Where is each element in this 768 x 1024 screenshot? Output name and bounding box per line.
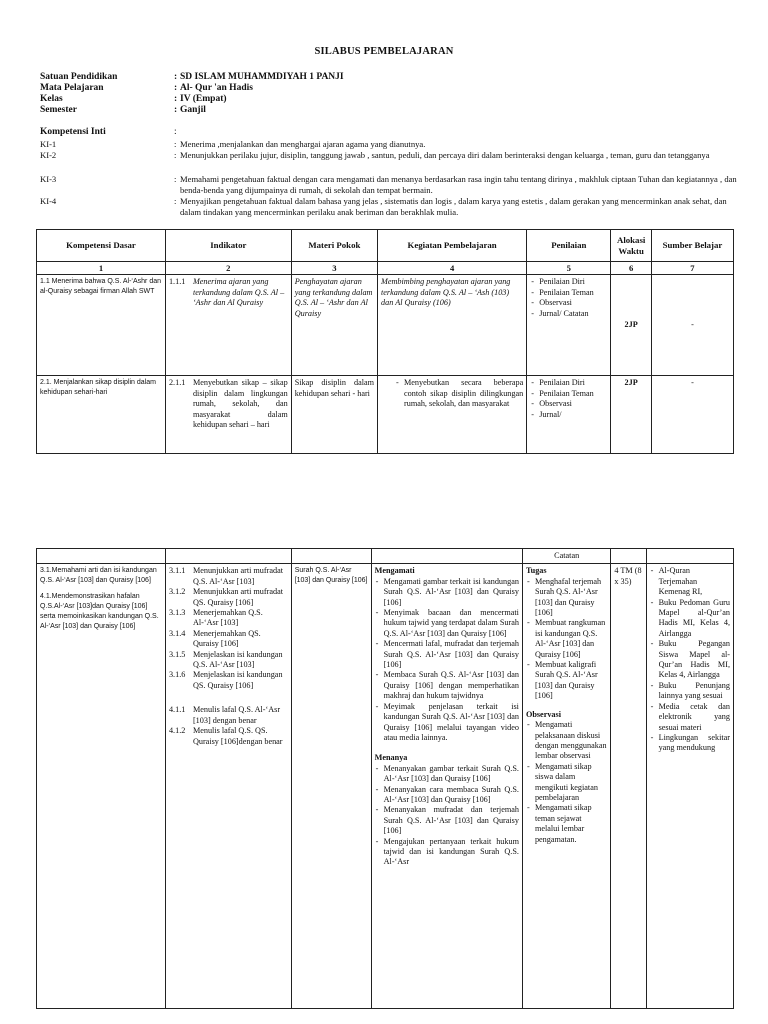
observasi-heading: Observasi xyxy=(525,709,561,719)
kd-cell: 1.1 Menerima bahwa Q.S. Al-‘Ashr dan al-Quraisy sebagai firman Allah SWT xyxy=(37,275,166,376)
header-materi-pokok: Materi Pokok xyxy=(291,230,377,262)
indikator-cell: 1.1.1 Menerima ajaran yang terkandung dalam Q.S. Al – ‘Ashr dan Al Quraisy xyxy=(165,275,291,376)
column-number: 7 xyxy=(651,262,733,275)
kegiatan-cell: Mengamati - Mengamati gambar terkait isi kandungan Surah Q.S. Al-‘Asr [103] dan Quraisy [106] - Menyimak bacaan dan mencermati hukum tajwid yang terdapat dalam Surah Q.S. Al-‘Asr [103] dan Quraisy [106] - Mencermati lafal, mufradat dan terjemah Surah Q.S. Al-‘Asr [103] dan Quraisy [106] - Membaca Surah Q.S. Al-‘Asr [103] dan Quraisy [106] dengan memperhatikan makhraj dan hukum tajwidnya - Meyimak penjelasan terkait isi kandungan Surah Q.S. Al-‘Asr [103] dan Quraisy [106] melalui tayangan video atau media lainnya. Menanya - Menanyakan gambar terkait Surah Q.S. Al-‘Asr [103] dan Quraisy [106] - Menanyakan cara membaca Surah Q.S. Al-‘Asr [103] dan Quraisy [106] - Menanyakan mufradat dan terjemah Surah Q.S. Al-‘Asr [103] dan Quraisy [106] - Mengajukan pertanyaan terkait hukum tajwid dan isi kandungan Surah Q.S. Al-‘Asr xyxy=(371,564,522,1009)
column-number: 1 xyxy=(37,262,166,275)
kd-cell: 2.1. Menjalankan sikap disiplin dalam kehidupan sehari-hari xyxy=(37,376,166,454)
continuation-row xyxy=(37,549,734,564)
penilaian-cell: - Penilaian Diri - Penilaian Teman - Observasi - Jurnal/ Catatan xyxy=(527,275,611,376)
mengamati-heading: Mengamati xyxy=(374,566,415,576)
header-alokasi-waktu: Alokasi Waktu xyxy=(611,230,651,262)
kd-cell: 3.1.Memahami arti dan isi kandungan Q.S. Al-‘Asr [103] dan Quraisy [106] 4.1.Mendemonstrasikan hafalan Q.S.Al-‘Asr [103]dan Quraisy [106] serta memoinkasikan kandungan Q.S. Al-‘Asr [103] dan Quraisy [106] xyxy=(37,564,166,1009)
header-sumber-belajar: Sumber Belajar xyxy=(651,230,733,262)
tugas-heading: Tugas xyxy=(525,566,547,576)
header-penilaian: Penilaian xyxy=(527,230,611,262)
syllabus-table-page1 xyxy=(36,229,734,454)
waktu-cell: 2JP xyxy=(611,275,651,376)
document-title: SILABUS PEMBELAJARAN xyxy=(314,46,454,57)
column-number: 6 xyxy=(611,262,651,275)
column-number: 4 xyxy=(378,262,527,275)
penilaian-cell: - Penilaian Diri - Penilaian Teman - Observasi - Jurnal/ xyxy=(527,376,611,454)
table-row xyxy=(37,376,734,454)
sumber-cell: - Al-Quran Terjemahan Kemenag RI, - Buku Pedoman Guru Mapel al-Qur’an Hadis MI, Kelas 4, Airlangga - Buku Pegangan Siswa Mapel al-Qur’an Hadis MI, Kelas 4, Airlangga - Buku Penunjang lainnya yang sesuai - Media cetak dan elektronik yang sesuai materi - Lingkungan sekitar yang mendukung xyxy=(646,564,733,1009)
page-two xyxy=(0,510,768,1024)
header-kegiatan: Kegiatan Pembelajaran xyxy=(378,230,527,262)
waktu-cell: 2JP xyxy=(611,376,651,454)
indikator-cell: 2.1.1 Menyebutkan sikap – sikap disiplin dalam lingkungan rumah, sekolah, dan masyarakat dalam kehidupan sehari – hari xyxy=(165,376,291,454)
kegiatan-cell: Membimbing penghayatan ajaran yang terkandung dalam Q.S. Al – ‘Ash (103) dan Al Quraisy (106) xyxy=(378,275,527,376)
materi-cell: Surah Q.S. Al-‘Asr [103] dan Quraisy [106] xyxy=(291,564,371,1009)
menanya-heading: Menanya xyxy=(374,753,408,763)
materi-cell: Penghayatan ajaran yang terkandung dalam Q.S. Al – ‘Ashr dan Al Quraisy xyxy=(291,275,377,376)
continued-penilaian: Catatan xyxy=(522,549,610,564)
sumber-cell: - xyxy=(651,275,733,376)
indikator-cell: 3.1.1 Menunjukkan arti mufradat Q.S. Al-‘Asr [103] 3.1.2 Menunjukkan arti mufradat QS. Quraisy [106] 3.1.3 Menerjemahkan Q.S. Al-‘Asr [103] 3.1.4 Menerjemahkan QS. Quraisy [106] 3.1.5 Menjelaskan isi kandungan Q.S. Al-‘Asr [103] 3.1.6 Menjelaskan isi kandungan QS. Quraisy [106] 4.1.1 Menulis lafal Q.S. Al-‘Asr [103] dengan benar 4.1.2 Menulis lafal Q.S. QS. Quraisy [106]dengan benar xyxy=(165,564,291,1009)
waktu-cell: 4 TM (8 x 35) xyxy=(611,564,646,1009)
sumber-cell: - xyxy=(651,376,733,454)
page-one: SILABUS PEMBELAJARAN Satuan Pendidikan : SD ISLAM MUHAMMDIYAH 1 PANJI Mata Pelajaran : Al- Qur 'an Hadis Kelas : IV (Empat) Semester : Ganjil Kompetensi Inti : KI-1 : Menerima ,menjalankan dan menghargai ajaran agama yang dianutnya. KI-2 : Menunjukkan perilaku jujur, disiplin, tanggung jawab , santun, peduli, dan percaya diri dalam berinteraksi dengan keluarga , teman, guru dan tetangganya KI-3 : Memahami pengetahuan faktual dengan cara mengamati dan menanya berdasarkan rasa ingin tahu tentang dirinya , makhluk ciptaan Tuhan dan kegiatannya , dan benda-benda yang dijumpainya di rumah, di sekolah dan tempat bermain. KI-4 : Menyajikan pengetahuan faktual dalam bahasa yang jelas , sistematis dan logis , dalam karya yang estetis , dalam gerakan yang mencerminkan anak sehat, dan dalam tindakan yang mencerminkan perilaku anak beriman dan berakhlak mulia. Kompetensi Dasar Indikator Materi Pokok Kegiatan Pembelajaran Penilaian Alokasi Waktu Sumber Belajar 1 2 3 4 5 6 7 1.1 Menerima bahwa Q.S. Al-‘Ashr dan al-Quraisy sebagai firman Allah SWT 1.1.1 Menerima ajaran yang terkandung dalam Q.S. Al – ‘Ashr dan Al Quraisy Penghayatan ajaran yang terkandung dalam Q.S. Al – ‘Ashr dan Al Quraisy Membimbing penghayatan ajaran yang terkandung dalam Q.S. Al – ‘Ash (103) dan Al Quraisy (106) - Penilaian Diri - Penilaian Teman - Observasi - Jurnal/ Catatan 2JP - 2.1. Menjalankan sikap disiplin dalam kehidupan sehari-hari 2.1.1 Menyebutkan sikap – sikap disiplin dalam lingkungan rumah, sekolah, dan masyarakat dalam kehidupan sehari – hari Sikap disiplin dalam kehidupan sehari - hari - Menyebutkan secara beberapa contoh sikap disiplin dilingkungan rumah, sekolah, dan masyarakat - Penilaian Diri - Penilaian Teman - Observasi - Jurnal/ 2JP - xyxy=(0,0,768,500)
materi-cell: Sikap disiplin dalam kehidupan sehari - hari xyxy=(291,376,377,454)
syllabus-table-page2 xyxy=(36,548,734,1009)
column-number: 3 xyxy=(291,262,377,275)
table-row xyxy=(37,564,734,1009)
column-number: 2 xyxy=(165,262,291,275)
kegiatan-cell: - Menyebutkan secara beberapa contoh sikap disiplin dilingkungan rumah, sekolah, dan masyarakat xyxy=(378,376,527,454)
column-number: 5 xyxy=(527,262,611,275)
table-row xyxy=(37,275,734,376)
header-kompetensi-dasar: Kompetensi Dasar xyxy=(37,230,166,262)
penilaian-cell: Tugas - Menghafal terjemah Surah Q.S. Al-‘Asr [103] dan Quraisy [106] - Membuat rangkuman isi kandungan Q.S. Al-‘Asr [103] dan Quraisy [106] - Membuat kaligrafi Surah Q.S. Al-‘Asr [103] dan Quraisy [106] Observasi - Mengamati pelaksanaan diskusi dengan menggunakan lembar observasi - Mengamati sikap siswa dalam mengikuti kegiatan pembelajaran - Mengamati sikap teman sejawat melalui lembar pengamatan. xyxy=(522,564,610,1009)
header-indikator: Indikator xyxy=(165,230,291,262)
